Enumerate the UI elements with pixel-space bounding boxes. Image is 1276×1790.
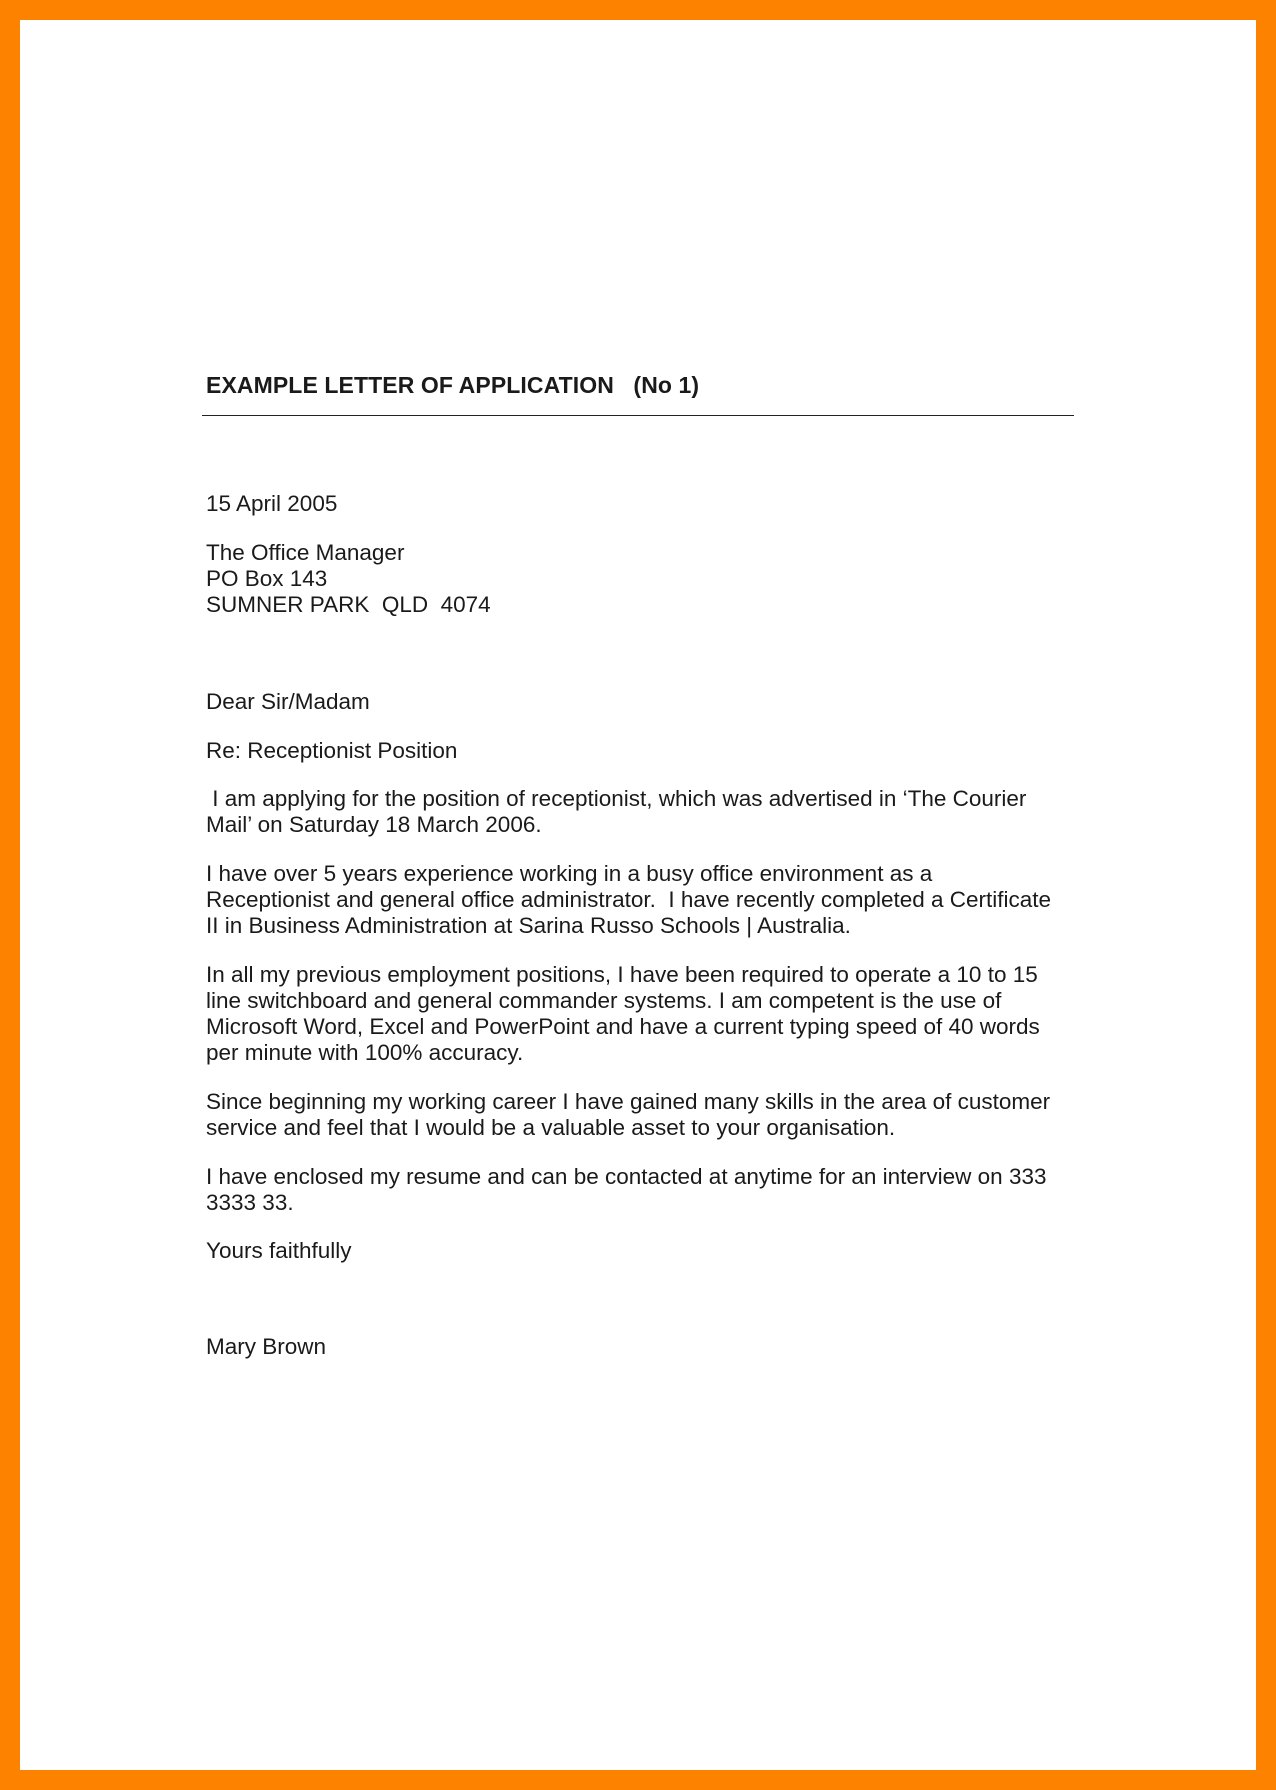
- letter-date: 15 April 2005: [206, 491, 338, 516]
- recipient-line-1: The Office Manager: [206, 540, 405, 565]
- subject-line: Re: Receptionist Position: [206, 738, 458, 763]
- salutation: Dear Sir/Madam: [206, 689, 370, 714]
- paragraph-3-line-4: per minute with 100% accuracy.: [206, 1040, 524, 1065]
- recipient-line-3: SUMNER PARK QLD 4074: [206, 592, 491, 617]
- paragraph-2-line-3: II in Business Administration at Sarina Russo Schools | Australia.: [206, 913, 851, 938]
- paragraph-1-line-1: I am applying for the position of receptionist, which was advertised in ‘The Courier: [206, 786, 1027, 811]
- paragraph-2-line-2: Receptionist and general office administrator. I have recently completed a Certificate: [206, 887, 1052, 912]
- paragraph-3-line-2: line switchboard and general commander systems. I am competent is the use of: [206, 988, 1002, 1013]
- paragraph-5-line-2: 3333 33.: [206, 1190, 294, 1215]
- closing-line: Yours faithfully: [206, 1238, 352, 1263]
- paragraph-4-line-1: Since beginning my working career I have gained many skills in the area of customer: [206, 1089, 1051, 1114]
- paragraph-5-line-1: I have enclosed my resume and can be contacted at anytime for an interview on 333: [206, 1164, 1047, 1189]
- signature-name: Mary Brown: [206, 1334, 327, 1359]
- letter-heading: EXAMPLE LETTER OF APPLICATION (No 1): [206, 372, 700, 398]
- paragraph-2-line-1: I have over 5 years experience working in a busy office environment as a: [206, 861, 933, 886]
- paragraph-4-line-2: service and feel that I would be a valuable asset to your organisation.: [206, 1115, 896, 1140]
- paragraph-1-line-2: Mail’ on Saturday 18 March 2006.: [206, 812, 542, 837]
- paragraph-3-line-1: In all my previous employment positions, I have been required to operate a 10 to 15: [206, 962, 1038, 987]
- heading-divider: [202, 415, 1074, 416]
- recipient-line-2: PO Box 143: [206, 566, 328, 591]
- paragraph-3-line-3: Microsoft Word, Excel and PowerPoint and have a current typing speed of 40 words: [206, 1014, 1040, 1039]
